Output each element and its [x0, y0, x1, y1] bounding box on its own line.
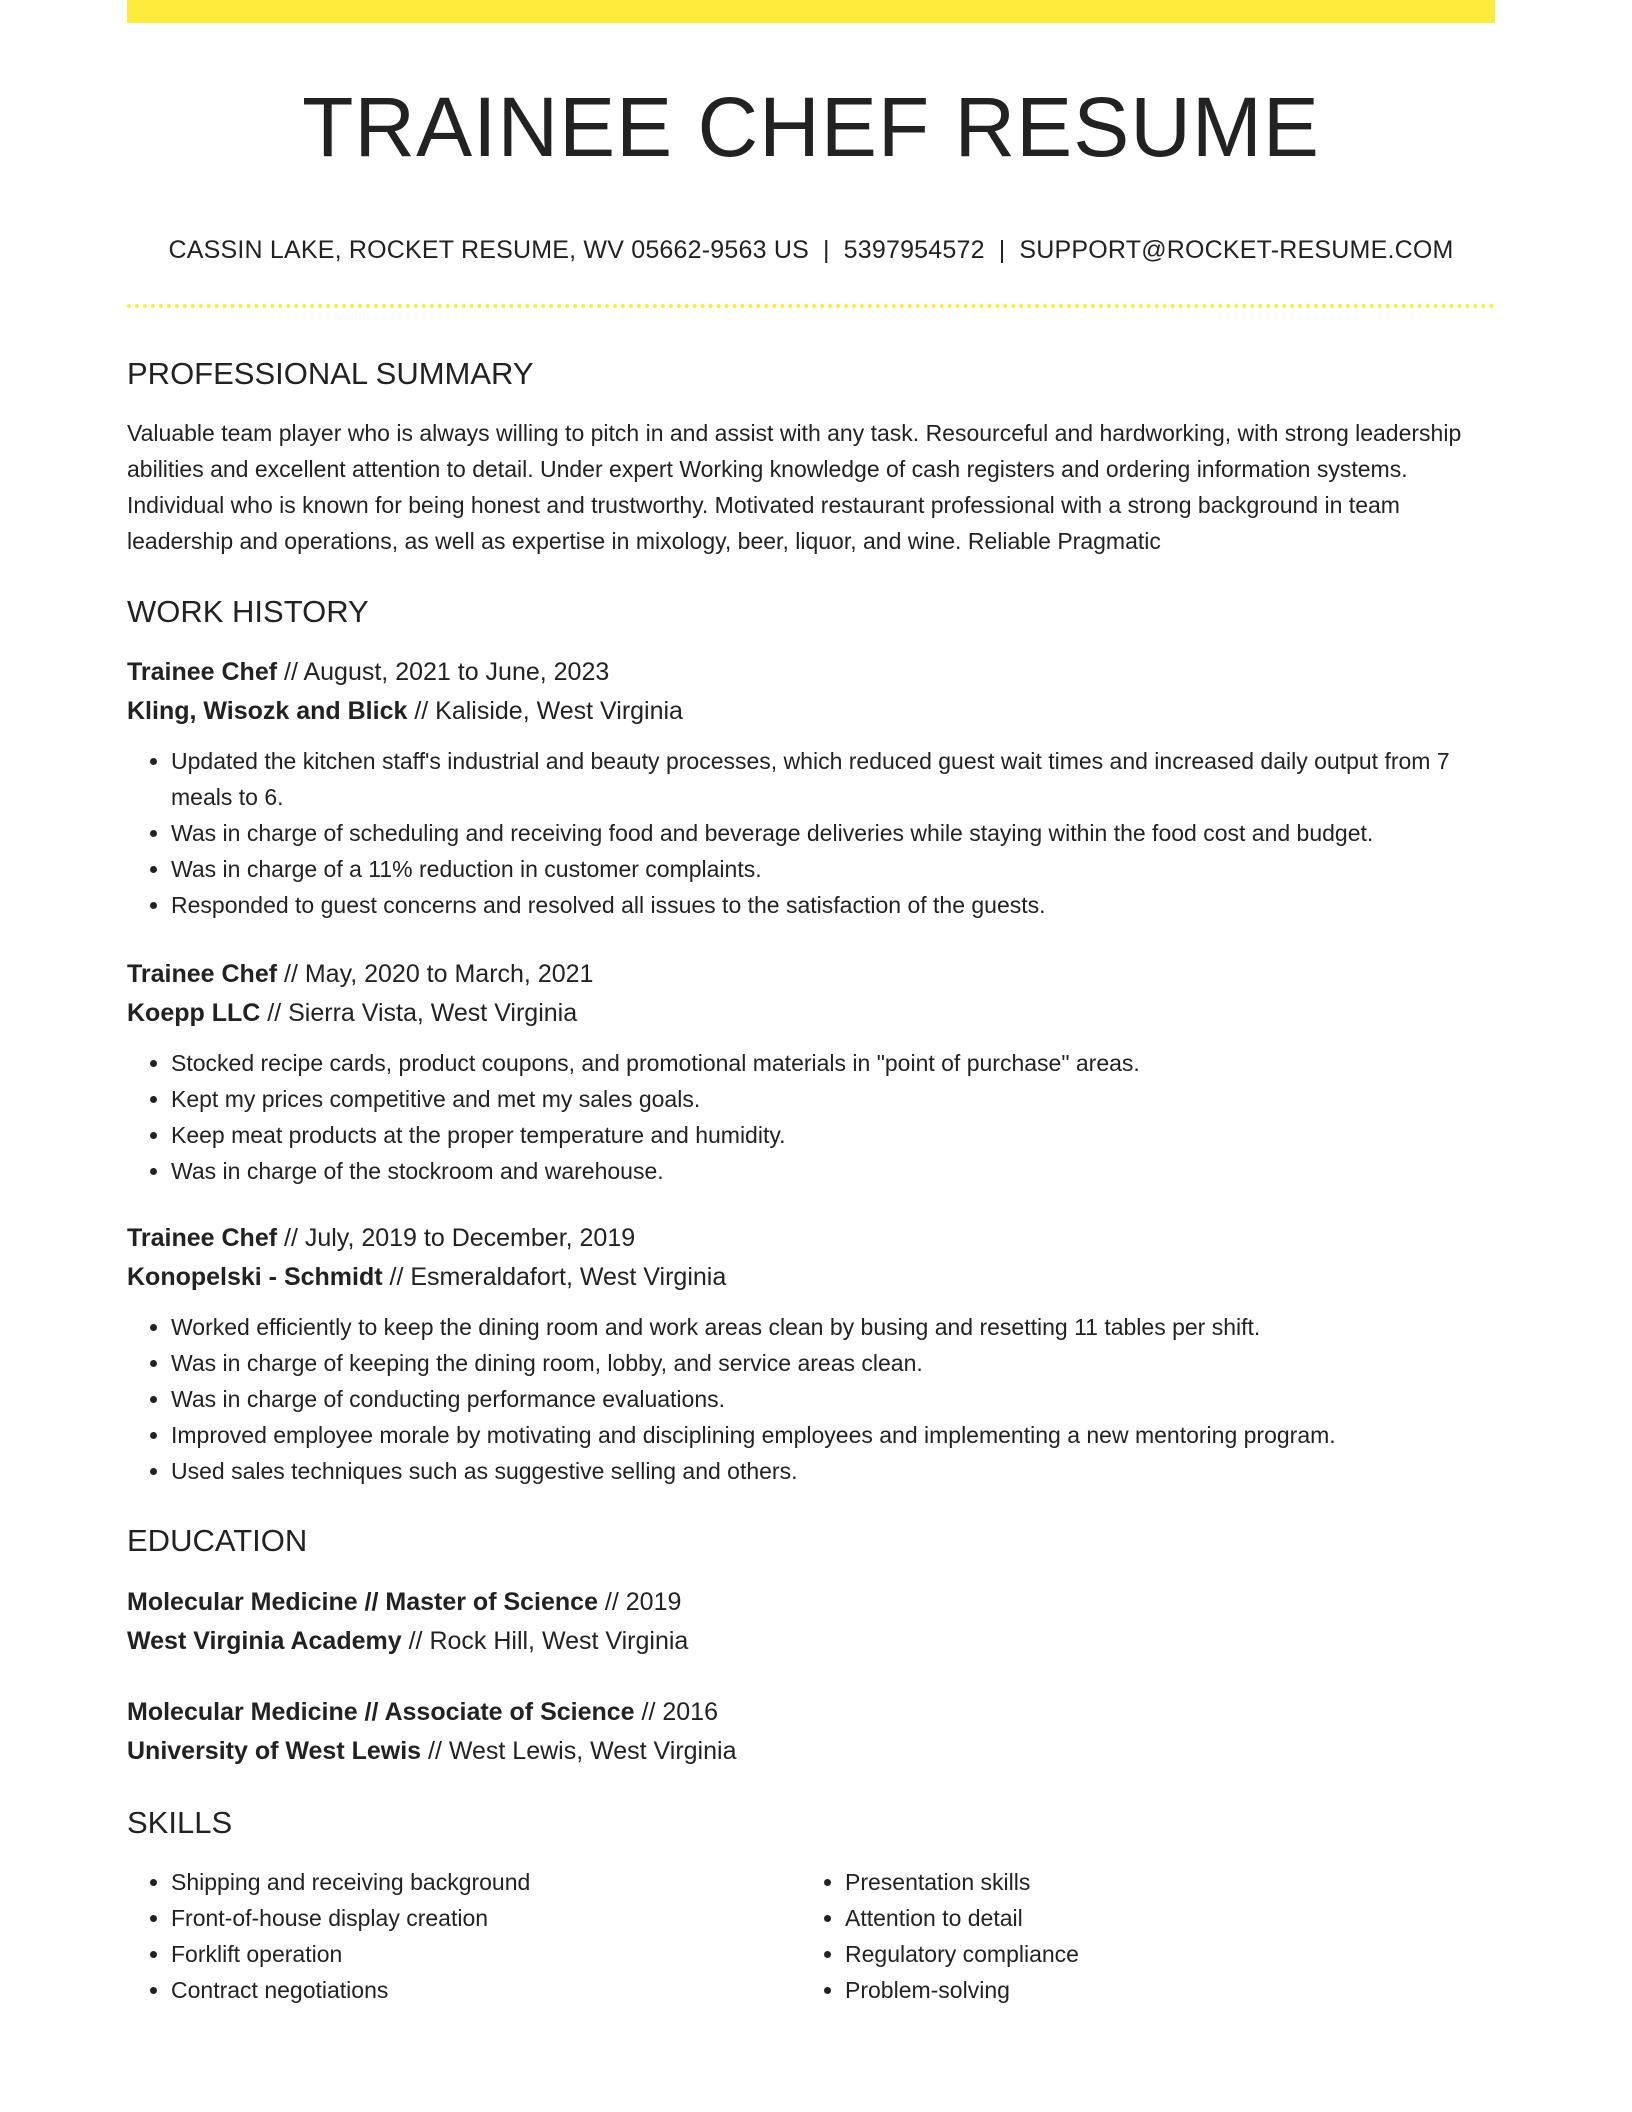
job-location: // Esmeraldafort, West Virginia [382, 1263, 727, 1291]
job-role: Trainee Chef [127, 960, 278, 988]
list-item: • Was in charge of scheduling and receiving food and beverage deliveries while staying within the food cost and budget. [171, 815, 1495, 851]
skill-item: • Problem-solving [845, 1972, 1475, 2008]
list-item: • Was in charge of conducting performance evaluations. [171, 1381, 1495, 1417]
skills-list-right [801, 1864, 1475, 2008]
job-bullets [127, 1045, 1495, 1189]
job-dates: // July, 2019 to December, 2019 [277, 1224, 636, 1252]
education-school: West Virginia Academy [127, 1627, 402, 1655]
list-item: • Was in charge of a 11% reduction in customer complaints. [171, 851, 1495, 887]
job-company-line [127, 1258, 1495, 1297]
education-heading: EDUCATION [127, 1523, 308, 1558]
list-item: • Updated the kitchen staff's industrial and beauty processes, which reduced guest wait times and increased daily output from 7 meals to 6. [171, 743, 1495, 815]
job-entry [127, 1219, 1495, 1489]
dotted-divider [127, 304, 1495, 308]
education-entry [127, 1583, 1495, 1661]
education-degree: Molecular Medicine // Associate of Science [127, 1698, 635, 1726]
education-location: // West Lewis, West Virginia [421, 1737, 737, 1765]
list-item: • Used sales techniques such as suggestive selling and others. [171, 1453, 1495, 1489]
job-location: // Kaliside, West Virginia [407, 697, 683, 725]
job-title-line [127, 955, 1495, 994]
list-item: • Keep meat products at the proper temperature and humidity. [171, 1117, 1495, 1153]
skill-item: • Presentation skills [845, 1864, 1475, 1900]
accent-top-bar [127, 0, 1495, 23]
job-company: Koepp LLC [127, 999, 261, 1027]
email-link[interactable]: SUPPORT@ROCKET-RESUME.COM [1019, 236, 1454, 264]
address: CASSIN LAKE, ROCKET RESUME, WV 05662-9563 US [168, 236, 809, 264]
job-dates: // May, 2020 to March, 2021 [277, 960, 594, 988]
job-location: // Sierra Vista, West Virginia [260, 999, 578, 1027]
list-item: • Responded to guest concerns and resolved all issues to the satisfaction of the guests. [171, 887, 1495, 923]
job-company: Konopelski - Schmidt [127, 1263, 383, 1291]
skills-heading: SKILLS [127, 1805, 233, 1840]
job-role: Trainee Chef [127, 658, 278, 686]
education-degree-line [127, 1693, 1495, 1732]
job-role: Trainee Chef [127, 1224, 278, 1252]
job-title-line [127, 653, 1495, 692]
job-company-line [127, 994, 1495, 1033]
list-item: • Was in charge of keeping the dining room, lobby, and service areas clean. [171, 1345, 1495, 1381]
education-school-line [127, 1732, 1495, 1771]
education-year: // 2016 [634, 1698, 718, 1726]
list-item: • Stocked recipe cards, product coupons, and promotional materials in "point of purchase" areas. [171, 1045, 1495, 1081]
education-location: // Rock Hill, West Virginia [401, 1627, 689, 1655]
contact-separator: | [822, 236, 830, 264]
summary-heading: PROFESSIONAL SUMMARY [127, 356, 534, 391]
job-bullets [127, 1309, 1495, 1489]
education-school: University of West Lewis [127, 1737, 422, 1765]
education-degree-line [127, 1583, 1495, 1622]
list-item: • Was in charge of the stockroom and warehouse. [171, 1153, 1495, 1189]
skills-list-left [127, 1864, 801, 2008]
education-degree: Molecular Medicine // Master of Science [127, 1588, 598, 1616]
skill-item: • Shipping and receiving background [171, 1864, 801, 1900]
list-item: • Kept my prices competitive and met my sales goals. [171, 1081, 1495, 1117]
contact-separator: | [998, 236, 1006, 264]
job-entry [127, 653, 1495, 923]
skill-item: • Front-of-house display creation [171, 1900, 801, 1936]
contact-line [127, 236, 1495, 265]
skill-item: • Attention to detail [845, 1900, 1475, 1936]
skills-columns [127, 1864, 1495, 2008]
education-entry [127, 1693, 1495, 1771]
work-history-heading: WORK HISTORY [127, 594, 369, 629]
phone: 5397954572 [843, 236, 985, 264]
summary-text: Valuable team player who is always willing to pitch in and assist with any task. Resourceful and hardworking, with strong leadership abilities and excellent attention to detail. Under expert Working knowledge of cash registers and ordering information systems. Individual who is known for being honest and trustworthy. Motivated restaurant professional with a strong background in team leadership and operations, as well as expertise in mixology, beer, liquor, and wine. Reliable Pragmatic [127, 420, 1462, 554]
education-school-line [127, 1622, 1495, 1661]
job-dates: // August, 2021 to June, 2023 [277, 658, 610, 686]
skill-item: • Forklift operation [171, 1936, 801, 1972]
job-bullets [127, 743, 1495, 923]
resume-title: TRAINEE CHEF RESUME [302, 80, 1320, 174]
list-item: • Worked efficiently to keep the dining room and work areas clean by busing and resetting 11 tables per shift. [171, 1309, 1495, 1345]
education-year: // 2019 [597, 1588, 682, 1616]
job-company-line [127, 692, 1495, 731]
resume-page [127, 0, 1495, 2008]
list-item: • Improved employee morale by motivating and disciplining employees and implementing a new mentoring program. [171, 1417, 1495, 1453]
skill-item: • Contract negotiations [171, 1972, 801, 2008]
skill-item: • Regulatory compliance [845, 1936, 1475, 1972]
job-title-line [127, 1219, 1495, 1258]
job-company: Kling, Wisozk and Blick [127, 697, 408, 725]
job-entry [127, 955, 1495, 1189]
